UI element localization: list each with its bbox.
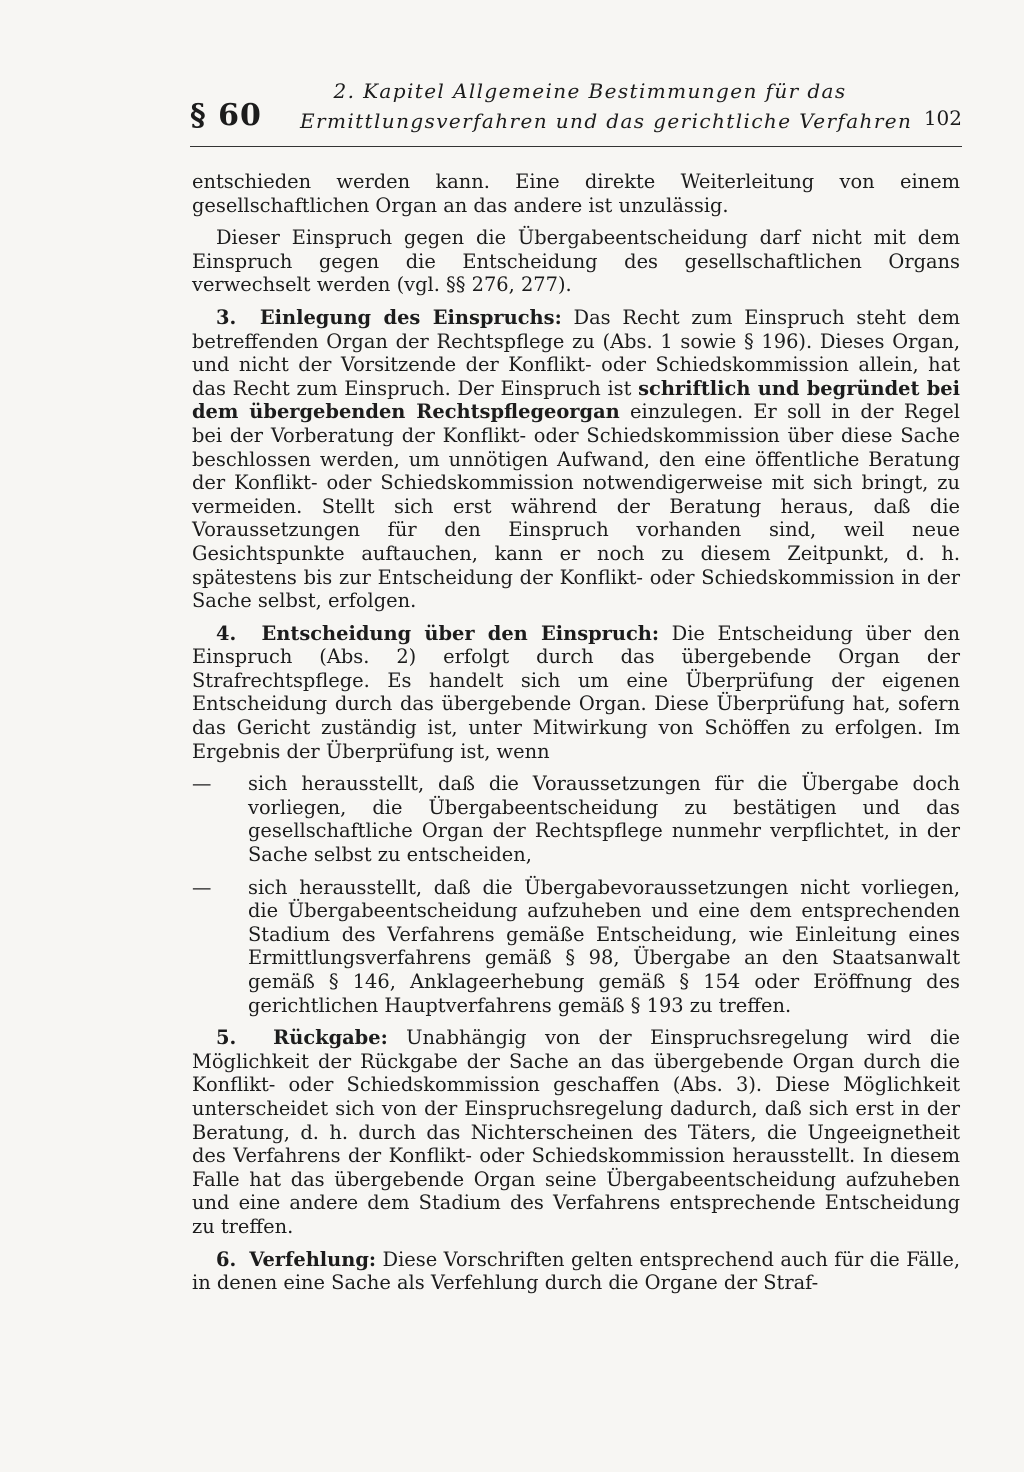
paragraph-heading: Verfehlung: bbox=[249, 1247, 377, 1271]
paragraph-continuation: entschieden werden kann. Eine direkte Weiterleitung von einem gesellschaftlichen Organ an das andere ist unzulässig. bbox=[192, 170, 960, 217]
page-number: 102 bbox=[923, 106, 962, 130]
running-header bbox=[190, 74, 962, 140]
emphasis-text: schriftlich und begründet bei dem übergebenden Rechtspflegeorgan bbox=[192, 376, 960, 424]
paragraph-heading: Einlegung des Einspruchs: bbox=[259, 305, 562, 329]
paragraph-text: Das Recht zum Einspruch steht dem betreffenden Organ der Rechtspflege zu (Abs. 1 sowie § 196). Dieses Organ, und nicht der Vorsitzende der Konflikt- oder Schiedskommission allein, hat das Recht zum Einspruch. Der Einspruch ist bbox=[192, 305, 961, 400]
paragraph-number: 4. bbox=[216, 621, 237, 645]
paragraph-text: Unabhängig von der Einspruchsregelung wird die Möglichkeit der Rückgabe der Sache an das übergebende Organ durch die Konflikt- oder Schiedskommission geschaffen (Abs. 3). Diese Möglichkeit unterscheidet sich von der Einspruchsregelung dadurch, daß sich erst in der Beratung, d. h. durch das Nichterscheinen des Täters, die Ungeeignetheit des Verfahrens der Konflikt- oder Schiedskommission herausstellt. In diesem Falle hat das übergebende Organ seine Übergabeentscheidung aufzuheben und eine andere dem Stadium des Verfahrens entsprechende Entscheidung zu treffen. bbox=[192, 1026, 961, 1238]
dash-marker: — bbox=[192, 875, 212, 899]
paragraph-heading: Entscheidung über den Einspruch: bbox=[261, 621, 660, 645]
chapter-title-line-1: 2. Kapitel Allgemeine Bestimmungen für das bbox=[333, 79, 847, 103]
paragraph-number: 3. bbox=[216, 305, 237, 329]
paragraph-text: einzulegen. Er soll in der Regel bei der Vorberatung der Konflikt- oder Schiedskommission über diese Sache beschlossen werden, um unnötigen Aufwand, den eine öffentliche Beratung der Konflikt- oder Schiedskommission notwendigerweise mit sich bringt, zu vermeiden. Stellt sich erst während der Beratung heraus, daß die Voraussetzungen für den Einspruch vorhanden sind, weil neue Gesichtspunkte auftauchen, kann er noch zu diesem Zeitpunkt, d. h. spätestens bis zur Entscheidung der Konflikt- oder Schiedskommission in der Sache selbst, erfolgen. bbox=[192, 400, 960, 613]
list-item-text: sich herausstellt, daß die Voraussetzungen für die Übergabe doch vorliegen, die Übergabeentscheidung zu bestätigen und das gesellschaftliche Organ der Rechtspflege nunmehr verpflichtet, in der Sache selbst zu entscheiden, bbox=[248, 772, 960, 867]
dash-marker: — bbox=[192, 772, 212, 796]
list-item bbox=[192, 772, 960, 866]
numbered-paragraph-3 bbox=[192, 306, 960, 613]
list-item bbox=[192, 876, 960, 1018]
paragraph-text: Die Entscheidung über den Einspruch (Abs. 2) erfolgt durch das übergebende Organ der Strafrechtspflege. Es handelt sich um eine Überprüfung der eigenen Entscheidung durch das übergebende Organ. Diese Überprüfung hat, sofern das Gericht zuständig ist, unter Mitwirkung von Schöffen zu erfolgen. Im Ergebnis der Überprüfung ist, wenn bbox=[192, 621, 960, 763]
paragraph-heading: Rückgabe: bbox=[273, 1026, 388, 1050]
numbered-paragraph-5 bbox=[192, 1026, 960, 1238]
section-number: § 60 bbox=[190, 98, 262, 133]
header-rule bbox=[190, 146, 962, 147]
body-text bbox=[192, 170, 960, 1295]
paragraph-text: Diese Vorschriften gelten entsprechend auch für die Fälle, in denen eine Sache als Verfehlung durch die Organe der Straf- bbox=[192, 1247, 960, 1295]
chapter-title-line-2: Ermittlungsverfahren und das gerichtliche Verfahren bbox=[300, 109, 913, 133]
list-item-text: sich herausstellt, daß die Übergabevoraussetzungen nicht vorliegen, die Übergabeentscheidung aufzuheben und eine dem entsprechenden Stadium des Verfahrens gemäße Entscheidung, wie Einleitung eines Ermittlungsverfahrens gemäß § 98, Übergabe an den Staatsanwalt gemäß § 146, Anklageerhebung gemäß § 154 oder Eröffnung des gerichtlichen Hauptverfahrens gemäß § 193 zu treffen. bbox=[248, 875, 960, 1017]
paragraph-number: 5. bbox=[216, 1026, 237, 1050]
numbered-paragraph-6 bbox=[192, 1248, 960, 1295]
chapter-title bbox=[300, 76, 913, 136]
paragraph: Dieser Einspruch gegen die Übergabeentscheidung darf nicht mit dem Einspruch gegen die Entscheidung des gesellschaftlichen Organs verwechselt werden (vgl. §§ 276, 277). bbox=[192, 226, 960, 297]
paragraph-number: 6. bbox=[216, 1247, 237, 1271]
numbered-paragraph-4 bbox=[192, 622, 960, 764]
